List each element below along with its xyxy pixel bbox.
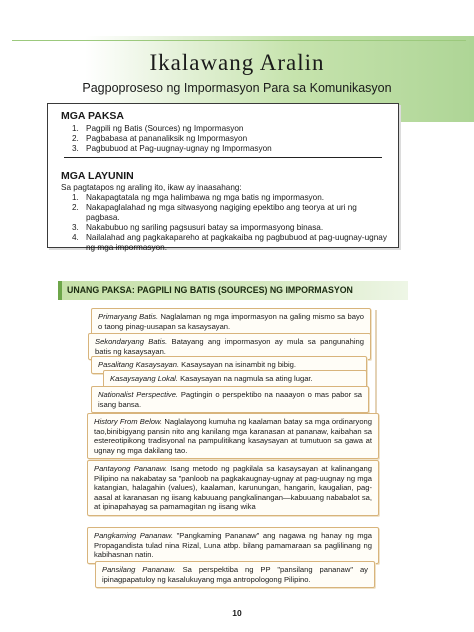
list-item — [72, 134, 272, 144]
list-item-text: Nakapaglalahad ng mga sitwasyong nagiging epektibo ang teorya at uri ng pagbasa. — [86, 203, 357, 222]
list-item-text: Nailalahad ang pagkakapareho at pagkakaiba ng pagbubuod at pag-uugnay-ugnay ng mga impormasyon. — [86, 233, 387, 252]
topics-objectives-box — [47, 103, 399, 252]
definition-term: Nationalist Perspective. — [98, 390, 179, 399]
definition-body: Sa perspektiba ng PP "pansilang pananaw" ay ipinagpapatuloy ng kasalukuyang mga antropologong Pilipino. — [102, 565, 368, 584]
layunin-section — [61, 170, 391, 253]
paksa-section — [61, 110, 272, 154]
definition-term: History From Below. — [94, 417, 163, 426]
list-item-number: 4. — [72, 233, 79, 242]
definition-box — [87, 460, 379, 516]
topic-bar-accent — [58, 281, 62, 300]
list-item-number: 2. — [72, 203, 79, 212]
definition-term: Sekondaryang Batis. — [95, 337, 168, 346]
definition-body: Kasaysayan na nagmula sa ating lugar. — [177, 374, 313, 383]
definition-body: Isang metodo ng pagkilala sa kasaysayan at kalinangang Pilipino na nakabatay sa "panloob na pagkakaugnay-ugnay at pag-uugnay ng mga katangian, halagahin (values), kaalaman, karunungan, hangarin, kaugalian, pag-aasal at karanasan ng iisang kabuuang pangkalinangan—kabuuang nababalot sa, at ipinapahayag sa pamamagitan ng iisang wika — [94, 464, 372, 512]
definition-box — [95, 561, 375, 588]
topic-bar — [58, 281, 408, 300]
list-item — [72, 203, 391, 223]
list-item — [72, 144, 272, 154]
list-item-number: 3. — [72, 223, 79, 232]
list-item-text: Nakabubuo ng sariling pagsusuri batay sa impormasyong binasa. — [86, 223, 324, 232]
definition-term: Primaryang Batis. — [98, 312, 159, 321]
list-item-text: Pagpili ng Batis (Sources) ng Impormasyon — [86, 124, 244, 133]
list-item-number: 1. — [72, 124, 79, 133]
banner-rule — [12, 40, 466, 41]
list-item — [72, 223, 391, 233]
list-item — [72, 193, 391, 203]
definition-term: Pasalitang Kasaysayan. — [98, 360, 180, 369]
definition-body: Batayang ang impormasyon ay mula sa pangunahing batis ng kasaysayan. — [95, 337, 364, 356]
definition-body: Kasaysayan na isinambit ng bibig. — [179, 360, 296, 369]
definition-box — [87, 527, 379, 564]
section-divider — [64, 157, 382, 158]
layunin-intro: Sa pagtatapos ng araling ito, ikaw ay inaasahang: — [61, 183, 242, 192]
definition-term: Pantayong Pananaw. — [94, 464, 168, 473]
definition-term: Pansilang Pananaw. — [102, 565, 176, 574]
definition-box — [103, 370, 367, 388]
list-item-text: Pagbabasa at pananaliksik ng Impormasyon — [86, 134, 248, 143]
layunin-list — [72, 193, 391, 253]
paksa-heading: MGA PAKSA — [61, 110, 124, 122]
topic-bar-label: UNANG PAKSA: PAGPILI NG BATIS (SOURCES) NG IMPORMASYON — [67, 285, 353, 295]
list-item-number: 3. — [72, 144, 79, 153]
list-item-text: Nakapagtatala ng mga halimbawa ng mga batis ng impormasyon. — [86, 193, 325, 202]
definition-term: Pangkaming Pananaw. — [94, 531, 174, 540]
definition-body: Naglalaman ng mga impormasyon na galing mismo sa bayo o taong pinag-uusapan sa kasaysayan. — [98, 312, 364, 331]
definition-box — [91, 308, 371, 335]
lesson-title: Ikalawang Aralin — [149, 50, 325, 75]
list-item — [72, 233, 391, 253]
definition-box — [91, 386, 369, 413]
paksa-list — [72, 124, 272, 154]
list-item-text: Pagbubuod at Pag-uugnay-ugnay ng Impormasyon — [86, 144, 272, 153]
layunin-heading: MGA LAYUNIN — [61, 170, 134, 182]
definition-body: Naglalayong kumuha ng kaalaman batay sa mga ordinaryong tao,binibigyang pansin nito ang kanilang mga karanasan at pananaw, kaibahan sa estereotipikong tradisyonal na pampulitikang kasaysayan at tumutuon sa gawa at ugnay ng mga dakilang tao. — [94, 417, 372, 455]
list-item-number: 2. — [72, 134, 79, 143]
definition-term: Kasaysayang Lokal. — [110, 374, 178, 383]
lesson-subtitle: Pagpoproseso ng Impormasyon Para sa Komunikasyon — [82, 81, 392, 95]
definition-body: "Pangkaming Pananaw" ang nagawa ng hanay ng mga Propagandista tulad nina Rizal, Luna atbp. bilang pamamaraan sa paglilinang ng kabihasnan natin. — [94, 531, 372, 560]
page-number: 10 — [232, 608, 242, 618]
definition-body: Pagtingin o perspektibo na naaayon o mas pabor sa isang bansa. — [98, 390, 362, 409]
list-item-number: 1. — [72, 193, 79, 202]
definition-box — [87, 413, 379, 459]
list-item — [72, 124, 272, 134]
